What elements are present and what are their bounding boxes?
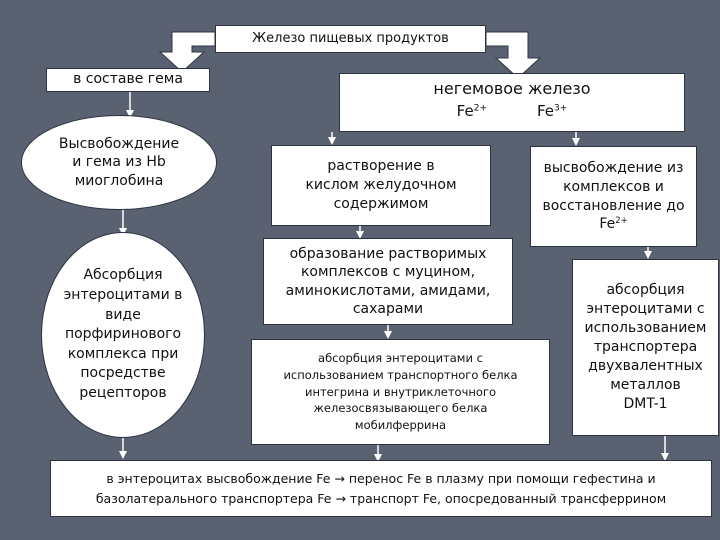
- dissolution-line-3: содержимом: [333, 195, 429, 212]
- fe2-absorption-line-5: мобилферрина: [354, 418, 447, 432]
- dietary-iron-box: [215, 25, 486, 53]
- heme-release-line-1: Высвобождение: [58, 136, 180, 153]
- fe3-release-line-3: восстановление до: [542, 197, 685, 214]
- dmt1-absorption-box: [572, 259, 719, 436]
- fe3-release-line-2: комплексов и: [563, 178, 664, 195]
- dietary-iron-label: Железо пищевых продуктов: [252, 30, 449, 46]
- heme-header-box: [46, 68, 210, 92]
- nonheme-header-label: негемовое железо: [433, 79, 591, 98]
- fe2-absorption-line-1: абсорбция энтероцитами с: [318, 351, 483, 366]
- fe2-absorption-box: [251, 339, 550, 445]
- nonheme-header-box: [339, 73, 685, 132]
- fe2-absorption-line-4: железосвязывающего белка: [313, 401, 488, 416]
- fe3-release-line-4: $Fe^{2+}$: [599, 215, 628, 233]
- heme-absorption-line-7: рецепторов: [79, 384, 167, 401]
- enterocyte-summary-box: [50, 460, 712, 517]
- soluble-complexes-box: [263, 238, 513, 325]
- heme-release-line-3: миоглобина: [74, 172, 164, 189]
- complexes-line-3: аминокислотами, амидами,: [285, 282, 491, 299]
- complexes-line-1: образование растворимых: [289, 246, 487, 263]
- heme-absorption-line-1: Абсорбция: [83, 267, 163, 284]
- heme-release-line-2: и гема из Hb: [72, 154, 166, 171]
- heme-absorption-line-6: посредстве: [80, 365, 166, 382]
- dmt1-line-7: DMT-1: [623, 395, 668, 412]
- dmt1-line-3: использованием: [584, 320, 707, 337]
- dmt1-line-5: двухвалентных: [588, 357, 703, 374]
- dissolution-box: [271, 145, 491, 226]
- complexes-line-4: сахарами: [352, 300, 424, 317]
- arrow-to-nonheme: [486, 32, 540, 78]
- heme-absorption-line-3: виде: [105, 306, 141, 323]
- dissolution-line-1: растворение в: [327, 158, 435, 175]
- heme-absorption-line-4: порфиринового: [64, 326, 182, 343]
- fe2-absorption-line-2: использованием транспортного белка: [283, 367, 518, 382]
- complexes-line-2: комплексов с муцином,: [300, 264, 476, 281]
- summary-line-2: базолатерального транспортера Fe → транспорт Fe, опосредованный трансферрином: [95, 490, 667, 506]
- fe2-label: $Fe^{2+}$: [456, 102, 487, 120]
- fe3-release-line-1: высвобождение из: [543, 159, 684, 176]
- dissolution-line-2: кислом желудочном: [305, 177, 457, 194]
- heme-absorption-ellipse: [41, 232, 205, 438]
- summary-line-1: в энтероцитах высвобождение Fe → перенос Fe в плазму при помощи гефестина и: [106, 471, 656, 487]
- heme-absorption-line-2: энтероцитами в: [63, 287, 183, 304]
- fe2-absorption-line-3: интегрина и внутриклеточного: [304, 384, 497, 399]
- dmt1-line-2: энтероцитами с: [586, 301, 705, 318]
- heme-release-ellipse: [21, 115, 217, 210]
- dmt1-line-4: транспортера: [593, 339, 698, 356]
- dmt1-line-6: металлов: [610, 376, 681, 393]
- dmt1-line-1: абсорбция: [606, 282, 685, 299]
- heme-absorption-line-5: комплекса при: [67, 345, 179, 362]
- arrow-to-heme: [160, 32, 215, 72]
- fe3-release-box: [530, 146, 697, 247]
- fe3-label: $Fe^{3+}$: [537, 102, 568, 120]
- heme-header-label: в составе гема: [73, 71, 183, 88]
